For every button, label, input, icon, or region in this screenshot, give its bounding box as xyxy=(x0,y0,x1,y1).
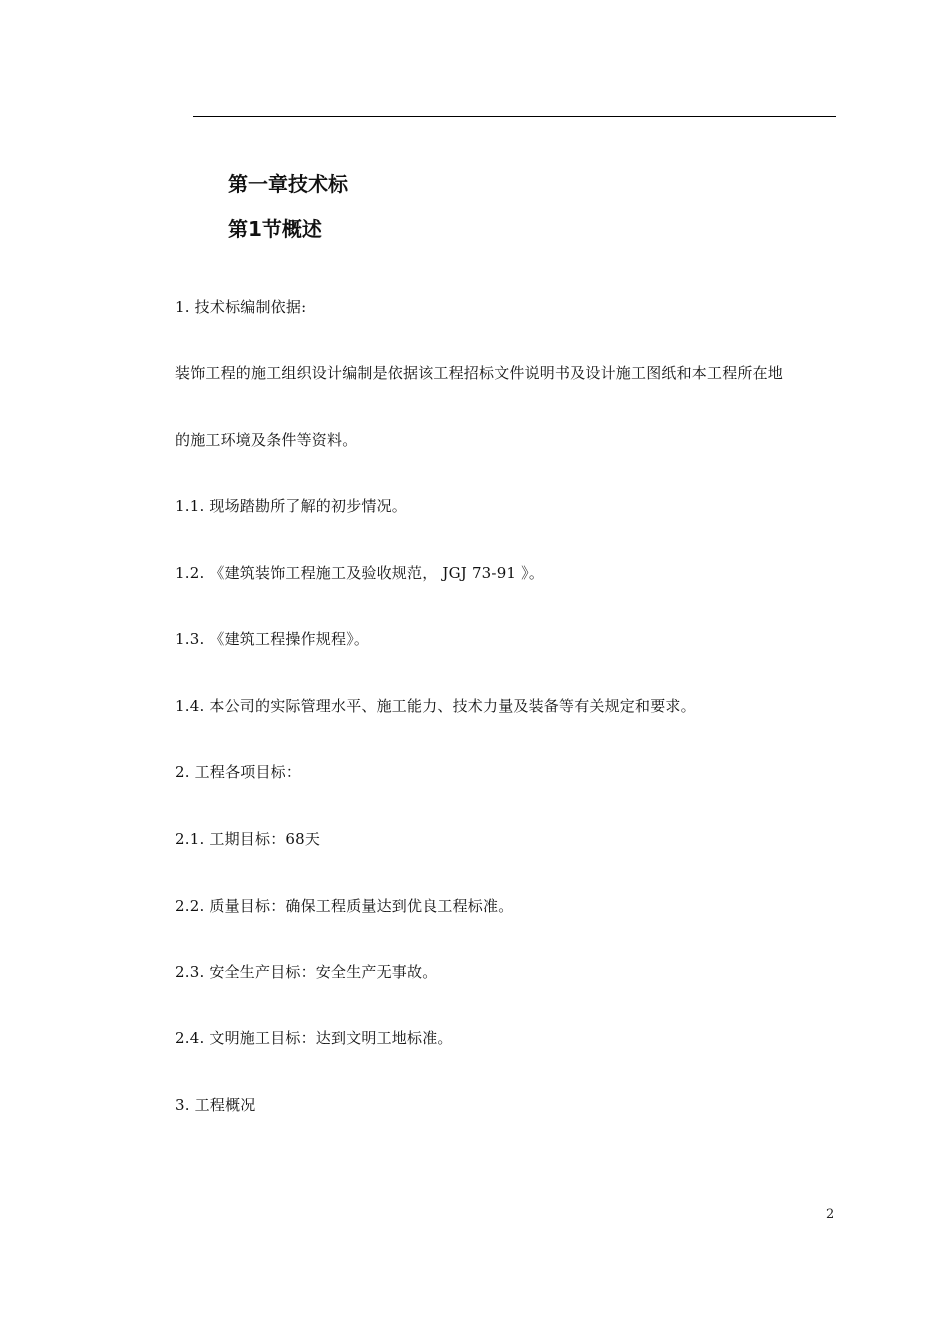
paragraph-2-3: 2.3. 安全生产目标：安全生产无事故。 xyxy=(175,963,438,981)
page-number: 2 xyxy=(826,1207,835,1222)
paragraph-basis-heading: 1. 技术标编制依据: xyxy=(175,298,307,316)
paragraph-basis-line-1: 装饰工程的施工组织设计编制是依据该工程招标文件说明书及设计施工图纸和本工程所在地 xyxy=(175,364,784,382)
paragraph-2-2: 2.2. 质量目标：确保工程质量达到优良工程标准。 xyxy=(175,897,514,915)
paragraph-1-3: 1.3. 《建筑工程操作规程》。 xyxy=(175,630,370,648)
paragraph-1-1: 1.1. 现场踏勘所了解的初步情况。 xyxy=(175,497,407,515)
paragraph-basis-line-2: 的施工环境及条件等资料。 xyxy=(175,431,358,449)
paragraph-2-4: 2.4. 文明施工目标：达到文明工地标准。 xyxy=(175,1029,453,1047)
chapter-title: 第一章技术标 xyxy=(228,172,348,196)
paragraph-2-1: 2.1. 工期目标：68天 xyxy=(175,830,321,848)
paragraph-1-4: 1.4. 本公司的实际管理水平、施工能力、技术力量及装备等有关规定和要求。 xyxy=(175,697,696,715)
paragraph-goals-heading: 2. 工程各项目标： xyxy=(175,763,302,781)
section-title: 第1节概述 xyxy=(228,217,322,241)
header-rule xyxy=(193,116,836,117)
paragraph-1-2: 1.2. 《建筑装饰工程施工及验收规范， JGJ 73-91 》。 xyxy=(175,564,545,582)
paragraph-overview-heading: 3. 工程概况 xyxy=(175,1096,256,1114)
